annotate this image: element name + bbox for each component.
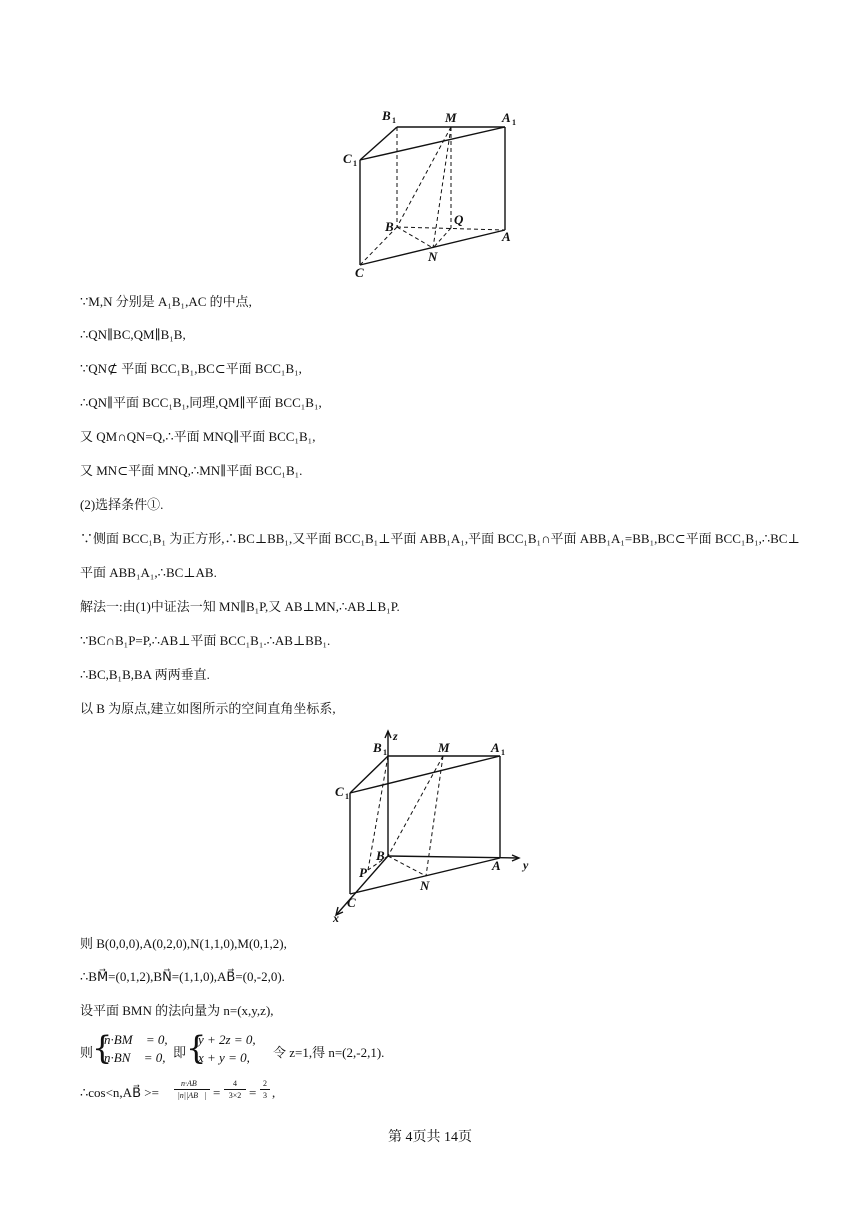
fraction-1 — [174, 1078, 210, 1101]
label-b: B — [385, 219, 394, 234]
label-c: C — [347, 895, 356, 910]
text-line-9: 平面 ABB₁A₁,∴BC⊥AB. — [80, 565, 217, 580]
equals-2: = — [249, 1085, 257, 1100]
label-a: A — [502, 229, 511, 244]
text-line-10: 解法一:由(1)中证法一知 MN∥B₁P,又 AB⊥MN,∴AB⊥B₁P. — [80, 599, 400, 614]
label-n: N — [428, 249, 438, 264]
text-line-4: ∴QN∥平面 BCC₁B₁,同理,QM∥平面 BCC₁B₁, — [80, 395, 322, 410]
cosine-lead: ∴cos<n,AB⃗ >= — [80, 1085, 159, 1100]
page-footer: 第 4页共 14页 — [388, 1130, 472, 1145]
text-line-6: 又 MN⊂平面 MNQ,∴MN∥平面 BCC₁B₁. — [80, 463, 303, 478]
prism-figure-1 — [330, 100, 530, 280]
system-pre: 则 — [80, 1045, 94, 1060]
text-line-2: ∴QN∥BC,QM∥B₁B, — [80, 327, 186, 342]
fraction-3-den: 3 — [263, 1091, 267, 1100]
axis-z-label: z — [393, 729, 398, 743]
axis-y-label: y — [523, 858, 529, 872]
text-line-15: ∴BM⃗=(0,1,2),BN⃗=(1,1,0),AB⃗=(0,-2,0). — [80, 969, 285, 984]
equals-1: = — [213, 1085, 221, 1100]
label-a1-sub: 1 — [501, 748, 505, 757]
equation-4: x + y = 0, — [198, 1050, 250, 1065]
fraction-1-num: n·AB⃗ — [174, 1078, 210, 1090]
equation-2: n·BN⃗ = 0, — [104, 1050, 166, 1065]
brace-1: { — [92, 1029, 113, 1067]
cosine-tail: , — [272, 1085, 276, 1100]
label-c1-sub: 1 — [345, 792, 349, 801]
text-line-1: ∵M,N 分别是 A₁B₁,AC 的中点, — [80, 294, 252, 309]
text-line-7: (2)选择条件①. — [80, 497, 164, 512]
label-b: B — [376, 848, 385, 863]
label-c: C — [355, 265, 364, 280]
equation-1: n·BM⃗ = 0, — [104, 1032, 168, 1047]
label-p: P — [359, 865, 367, 880]
fraction-2 — [224, 1078, 246, 1101]
label-b1-sub: 1 — [383, 748, 387, 757]
text-line-13: 以 B 为原点,建立如图所示的空间直角坐标系, — [80, 701, 336, 716]
label-a1-sub: 1 — [512, 118, 516, 127]
label-m: M — [438, 740, 450, 755]
label-c1-sub: 1 — [353, 159, 357, 168]
label-m: M — [445, 110, 457, 125]
label-c1: C — [335, 784, 344, 799]
coordinate-figure-2 — [325, 726, 540, 926]
label-c1: C — [343, 151, 352, 166]
cosine-formula — [80, 1078, 780, 1110]
fraction-2-den: 3×2 — [228, 1091, 242, 1100]
fraction-3 — [260, 1078, 270, 1101]
fraction-1-den: |n||AB⃗| — [177, 1091, 207, 1100]
text-line-3: ∵QN⊄ 平面 BCC₁B₁,BC⊂平面 BCC₁B₁, — [80, 361, 302, 376]
axis-x-label: x — [333, 911, 339, 925]
label-a: A — [492, 858, 501, 873]
equation-3: y + 2z = 0, — [198, 1032, 256, 1047]
fraction-3-num: 2 — [260, 1078, 270, 1090]
system-post: 令 z=1,得 n=(2,-2,1). — [273, 1045, 385, 1060]
label-b1: B — [373, 740, 382, 755]
equation-system — [80, 1030, 780, 1070]
label-b1-sub: 1 — [392, 116, 396, 125]
system-mid: 即 — [173, 1045, 187, 1060]
text-line-12: ∴BC,B₁B,BA 两两垂直. — [80, 667, 210, 682]
text-line-14: 则 B(0,0,0),A(0,2,0),N(1,1,0),M(0,1,2), — [80, 936, 287, 951]
text-line-11: ∵BC∩B₁P=P,∴AB⊥平面 BCC₁B₁.∴AB⊥BB₁. — [80, 633, 331, 648]
text-line-8: ∵侧面 BCC₁B₁ 为正方形,∴BC⊥BB₁,又平面 BCC₁B₁⊥平面 ABB₁A₁,平面 BCC₁B₁∩平面 ABB₁A₁=BB₁,BC⊂平面 BCC₁B₁,∴BC⊥ — [80, 531, 800, 546]
label-a1: A — [502, 110, 511, 125]
label-a1: A — [491, 740, 500, 755]
label-b1: B — [382, 108, 391, 123]
brace-2: { — [186, 1029, 207, 1067]
text-line-16: 设平面 BMN 的法向量为 n=(x,y,z), — [80, 1003, 274, 1018]
text-line-5: 又 QM∩QN=Q,∴平面 MNQ∥平面 BCC₁B₁, — [80, 429, 316, 444]
label-n: N — [420, 878, 430, 893]
label-q: Q — [454, 212, 464, 227]
fraction-2-num: 4 — [224, 1078, 246, 1090]
